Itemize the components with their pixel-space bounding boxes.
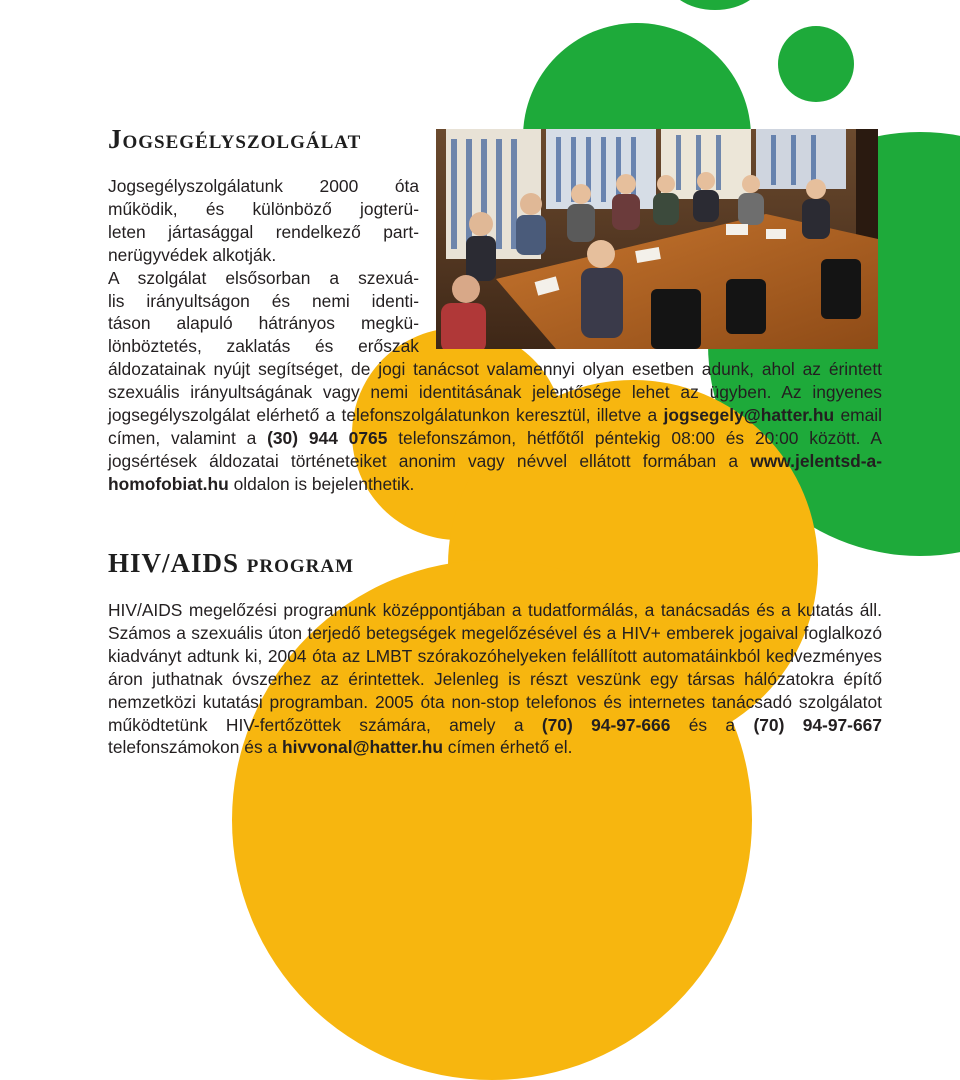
section2-body [108,599,882,759]
hiv-email: hivvonal@hatter.hu [282,737,443,758]
intro-line: Jogsegélyszolgálatunk 2000 óta [108,176,419,196]
intro-line: lönböztetés, zaklatás és erőszak [108,336,419,357]
body-text: HIV/AIDS megelőzési programunk középpontjában a tudatformálás, a tanácsadás és a kutatás áll. Számos a szexuális úton terjedő betegségek megelőzésével és a HIV+ emberek jogaival foglalkozó kiadványt adtunk ki, 2004 óta az LMBT szórakozóhelyeken felállított automatáinkból kedvezményes áron juthatnak óvszerhez az érintettek. Jelenleg is részt veszünk egy társas hálózatokra építő nemzetközi kutatási programban. 2005 óta non-stop telefonos és internetes tanácsadó szolgálatot működtetünk HIV-fertőzöttek számára, amely a [108,600,882,735]
section1-intro [108,175,419,358]
intro-line: A szolgálat elsősorban a szexuá- [108,267,419,288]
hiv-phone-2: (70) 94-97-667 [753,714,882,735]
body-text: telefonszámokon és a [108,737,283,758]
intro-line: működik, és különböző jogterü- [108,198,419,219]
hiv-phone-1: (70) 94-97-666 [541,714,671,735]
body-text: telefonszámon, hétfőtől péntekig 08:00 és 20:00 között. A jogsértések áldozatai történeteiket anonim vagy névvel ellátott formában a [108,427,882,471]
section2-heading: HIV/AIDS program [108,548,355,578]
report-website: www.jelentsd-a-homofobiat.hu [108,450,882,494]
legal-phone: (30) 944 0765 [267,427,388,448]
intro-line: nerügyvédek alkotják. [108,244,277,265]
intro-line: lis irányultságon és nemi identi- [108,290,419,311]
body-text: és a [670,714,754,735]
section1-heading: Jogsegélyszolgálat [108,124,362,154]
body-text: címen érhető el. [442,737,573,758]
body-text: áldozatainak nyújt segítséget, de jogi tanácsot valamennyi olyan esetben adunk, ahol az érintett szexuális irányultságának vagy nemi identitásának jelentősége lehet az ügyben. Az ingyenes jogsegélyszolgálat elérhető a telefonszolgálatunkon keresztül, illetve a [108,359,882,425]
intro-line: leten jártasággal rendelkező part- [108,221,419,242]
section1-body [108,358,882,495]
body-text: oldalon is bejelenthetik. [228,473,415,494]
body-text: email címen, valamint a [108,404,882,448]
legal-email: jogsegely@hatter.hu [663,404,835,425]
intro-line: táson alapuló hátrányos megkü- [108,313,419,334]
